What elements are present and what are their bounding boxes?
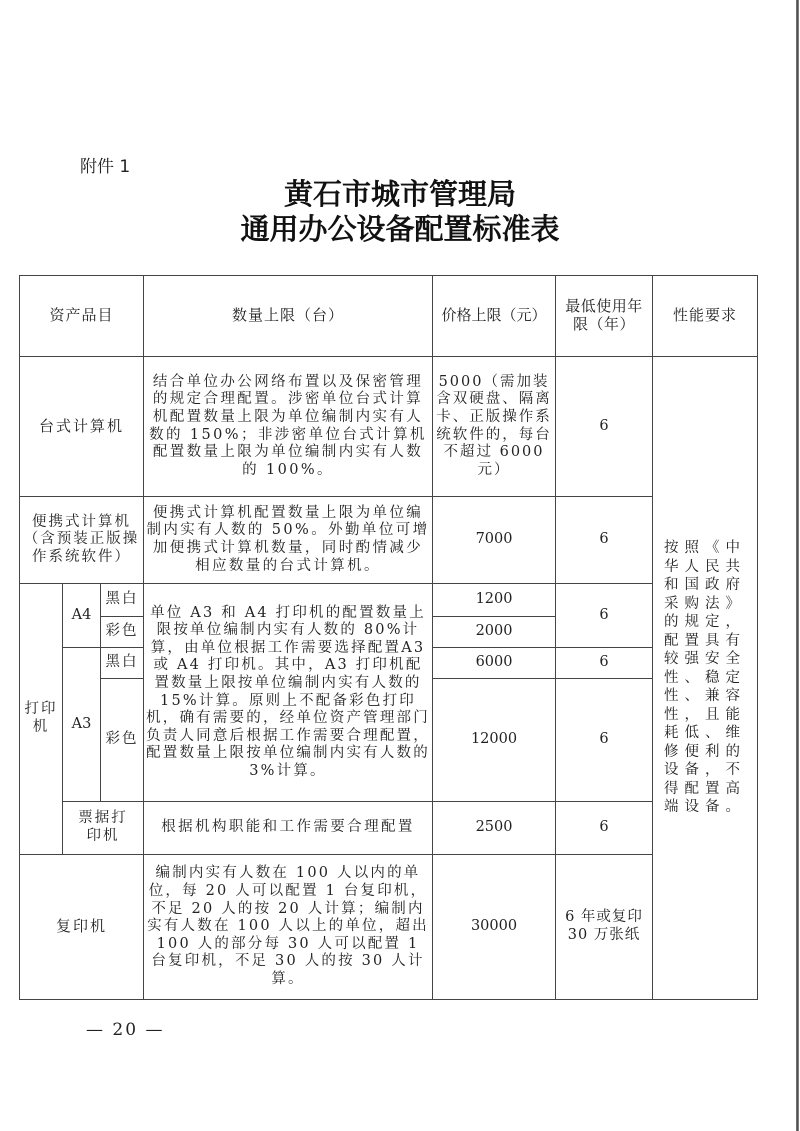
attachment-label: 附件 1: [80, 157, 131, 177]
receipt-printer-min-years: 6: [556, 802, 653, 855]
laptop-min-years: 6: [556, 497, 653, 584]
printer-a4-color-label: 彩色: [101, 617, 144, 648]
copier-min-years: 6 年或复印 30 万张纸: [556, 855, 653, 1000]
printer-group-label: 打印机: [20, 584, 63, 855]
table-header-row: [20, 276, 758, 357]
printer-a3-color-price: 12000: [433, 679, 556, 802]
printer-quantity: 单位 A3 和 A4 打印机的配置数量上限按单位编制内实有人数的 80%计算，由单位根据工作需要选择配置A3 或 A4 打印机。其中，A3 打印机配置数量上限按单位编制内实有人数的 15%计算。原则上不配备彩色打印机，确有需要的，经单位资产管理部门负责人同意后根据工作需要合理配置，配置数量上限按单位编制内实有人数的 3%计算。: [144, 584, 433, 802]
table-row-receipt-printer: [20, 802, 758, 855]
header-item: 资产品目: [20, 276, 144, 357]
table-row-laptop: [20, 497, 758, 584]
equipment-standard-table: [19, 275, 758, 1000]
header-quantity: 数量上限（台）: [144, 276, 433, 357]
scan-edge: [796, 0, 799, 1131]
desktop-min-years: 6: [556, 357, 653, 497]
header-performance: 性能要求: [653, 276, 758, 357]
copier-quantity: 编制内实有人数在 100 人以内的单位，每 20 人可以配置 1 台复印机，不足 20 人的按 20 人计算；编制内实有人数在 100 人以上的单位，超出 100 人的部分每 30 人可以配置 1 台复印机，不足 30 人的按 30 人计算。: [144, 855, 433, 1000]
laptop-price: 7000: [433, 497, 556, 584]
document-title-line1: 黄石市城市管理局: [283, 177, 516, 211]
desktop-item: 台式计算机: [20, 357, 144, 497]
receipt-printer-price: 2500: [433, 802, 556, 855]
copier-price: 30000: [433, 855, 556, 1000]
performance-requirement: 按照《中华人民共和国政府采购法》的规定，配置具有较强安全性、稳定性、兼容性，且能耗低、维修便利的设备，不得配置高端设备。: [653, 357, 758, 1000]
printer-a4-label: A4: [63, 584, 101, 648]
receipt-printer-label: 票据打印机: [63, 802, 144, 855]
receipt-printer-quantity: 根据机构职能和工作需要合理配置: [144, 802, 433, 855]
printer-a3-label: A3: [63, 648, 101, 802]
printer-a4-min-years: 6: [556, 584, 653, 648]
header-price: 价格上限（元）: [433, 276, 556, 357]
printer-a3-bw-label: 黑白: [101, 648, 144, 679]
desktop-quantity: 结合单位办公网络布置以及保密管理的规定合理配置。涉密单位台式计算机配置数量上限为单位编制内实有人数的 150%；非涉密单位台式计算机配置数量上限为单位编制内实有人数的 100%。: [144, 357, 433, 497]
header-min-years: 最低使用年限（年）: [556, 276, 653, 357]
printer-a4-bw-label: 黑白: [101, 584, 144, 617]
printer-a3-color-label: 彩色: [101, 679, 144, 802]
page-number: — 20 —: [86, 1020, 165, 1040]
printer-a4-bw-price: 1200: [433, 584, 556, 617]
printer-a4-color-price: 2000: [433, 617, 556, 648]
table-row-desktop: [20, 357, 758, 497]
document-title-line2: 通用办公设备配置标准表: [240, 212, 560, 246]
laptop-item: 便携式计算机（含预装正版操作系统软件）: [20, 497, 144, 584]
printer-a3-color-min-years: 6: [556, 679, 653, 802]
desktop-price: 5000（需加装含双硬盘、隔离卡、正版操作系统软件的，每台不超过 6000 元）: [433, 357, 556, 497]
laptop-quantity: 便携式计算机配置数量上限为单位编制内实有人数的 50%。外勤单位可增加便携式计算机数量，同时酌情减少相应数量的台式计算机。: [144, 497, 433, 584]
copier-item: 复印机: [20, 855, 144, 1000]
printer-a3-bw-price: 6000: [433, 648, 556, 679]
table-row-copier: [20, 855, 758, 1000]
printer-a3-bw-min-years: 6: [556, 648, 653, 679]
table-row-a4-bw: [20, 584, 758, 617]
